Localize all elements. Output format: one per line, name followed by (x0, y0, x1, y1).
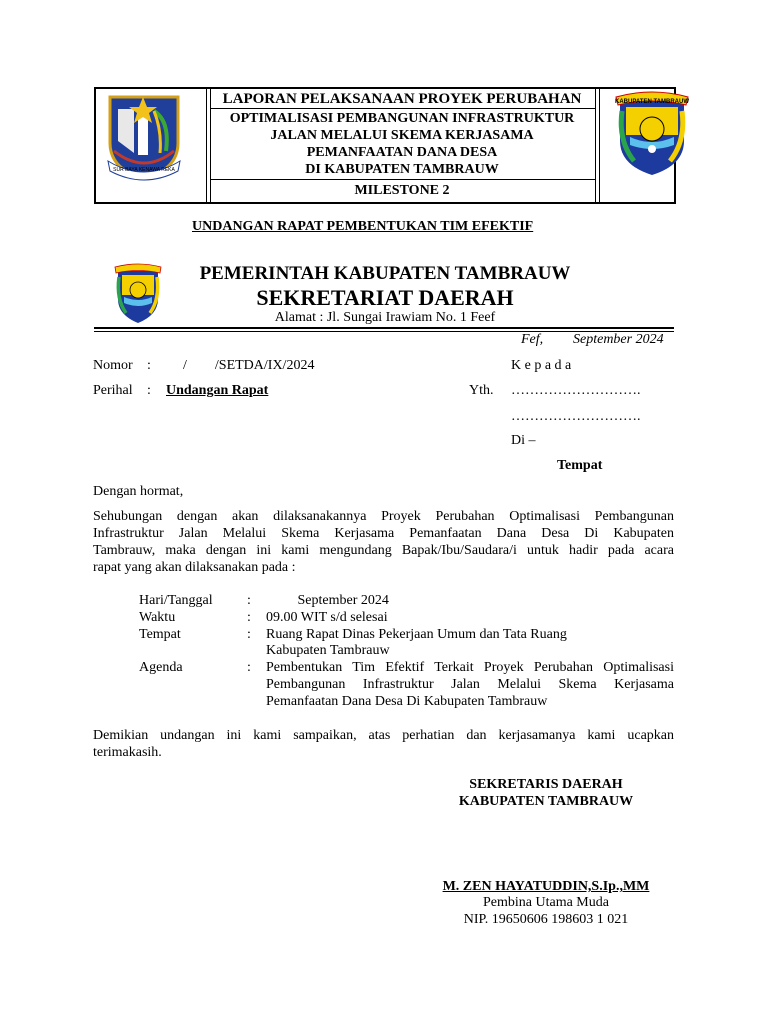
detail-colon-date: : (247, 593, 251, 608)
perihal-value: Undangan Rapat (166, 383, 269, 398)
detail-value-time: 09.00 WIT s/d selesai (266, 610, 388, 625)
detail-colon-place: : (247, 627, 251, 642)
perihal-label: Perihal (93, 383, 133, 398)
detail-label-agenda: Agenda (139, 660, 183, 675)
detail-value-agenda-3: Pemanfaatan Dana Desa Di Kabupaten Tambrauw (266, 694, 548, 709)
detail-label-date: Hari/Tanggal (139, 593, 213, 608)
header-subtitle-4: DI KABUPATEN TAMBRAUW (305, 162, 499, 177)
right-logo-text: KABUPATEN TAMBRAUW (615, 99, 689, 105)
nomor-colon: : (147, 358, 151, 373)
detail-label-place: Tempat (139, 627, 181, 642)
body-line-2: Infrastruktur Jalan Melalui Skema Kerjasama Pemanfaatan Dana Desa Di Kabupaten (93, 526, 674, 541)
east-java-logo (104, 91, 184, 181)
closing-line-2: terimakasih. (93, 745, 162, 760)
signature-title-2: KABUPATEN TAMBRAUW (458, 794, 634, 809)
perihal-colon: : (147, 383, 151, 398)
recipient-dots-2: ………………………. (511, 409, 641, 424)
detail-value-place-2: Kabupaten Tambrauw (266, 643, 390, 658)
kop-line-2: SEKRETARIAT DAERAH (256, 285, 514, 310)
closing-line-1: Demikian undangan ini kami sampaikan, atas perhatian dan kerjasamanya kami ucapkan (93, 728, 674, 743)
detail-colon-time: : (247, 610, 251, 625)
signature-nip: NIP. 19650606 198603 1 021 (463, 912, 629, 927)
letter-date: September 2024 (573, 332, 664, 347)
signature-rank: Pembina Utama Muda (483, 895, 609, 910)
detail-value-date: September 2024 (266, 593, 389, 608)
left-logo-motto: SUR BAYA KENAWA REKA (113, 167, 175, 173)
recipient-di: Di – (511, 433, 536, 448)
doc-title: UNDANGAN RAPAT PEMBENTUKAN TIM EFEKTIF (192, 219, 534, 234)
detail-colon-agenda: : (247, 660, 251, 675)
kop-logo (112, 263, 164, 325)
letter-place: Fef, (521, 332, 544, 347)
recipient-tempat: Tempat (557, 458, 603, 473)
body-line-3: Tambrauw, maka dengan ini kami mengundang Bapak/Ibu/Saudara/i untuk hadir pada acara (93, 543, 674, 558)
nomor-value: / /SETDA/IX/2024 (183, 358, 315, 373)
recipient-dots-1: ………………………. (511, 383, 641, 398)
yth-label: Yth. (469, 383, 494, 398)
detail-label-time: Waktu (139, 610, 176, 625)
salutation: Dengan hormat, (93, 484, 184, 499)
detail-value-agenda-2: Pembangunan Infrastruktur Jalan Melalui Skema Kerjasama (266, 677, 674, 692)
detail-value-place-1: Ruang Rapat Dinas Pekerjaan Umum dan Tata Ruang (266, 627, 567, 642)
body-line-4: rapat yang akan dilaksanakan pada : (93, 560, 296, 575)
header-title: LAPORAN PELAKSANAAN PROYEK PERUBAHAN (222, 91, 582, 107)
kop-address: Alamat : Jl. Sungai Irawiam No. 1 Feef (274, 310, 496, 325)
kop-divider-thick (94, 327, 674, 329)
header-subtitle-3: PEMANFAATAN DANA DESA (306, 145, 498, 160)
tambrauw-logo (612, 91, 692, 177)
body-line-1: Sehubungan dengan akan dilaksanakannya Proyek Perubahan Optimalisasi Pembangunan (93, 509, 674, 524)
detail-value-agenda-1: Pembentukan Tim Efektif Terkait Proyek Perubahan Optimalisasi (266, 660, 674, 675)
signature-title-1: SEKRETARIS DAERAH (469, 777, 623, 792)
header-milestone: MILESTONE 2 (354, 183, 450, 198)
kepada-label: K e p a d a (511, 358, 572, 373)
nomor-label: Nomor (93, 358, 133, 373)
header-subtitle-2: JALAN MELALUI SKEMA KERJASAMA (270, 128, 534, 143)
signature-name: M. ZEN HAYATUDDIN,S.Ip.,MM (442, 879, 650, 894)
header-subtitle-1: OPTIMALISASI PEMBANGUNAN INFRASTRUKTUR (229, 111, 575, 126)
kop-line-1: PEMERINTAH KABUPATEN TAMBRAUW (199, 263, 571, 284)
